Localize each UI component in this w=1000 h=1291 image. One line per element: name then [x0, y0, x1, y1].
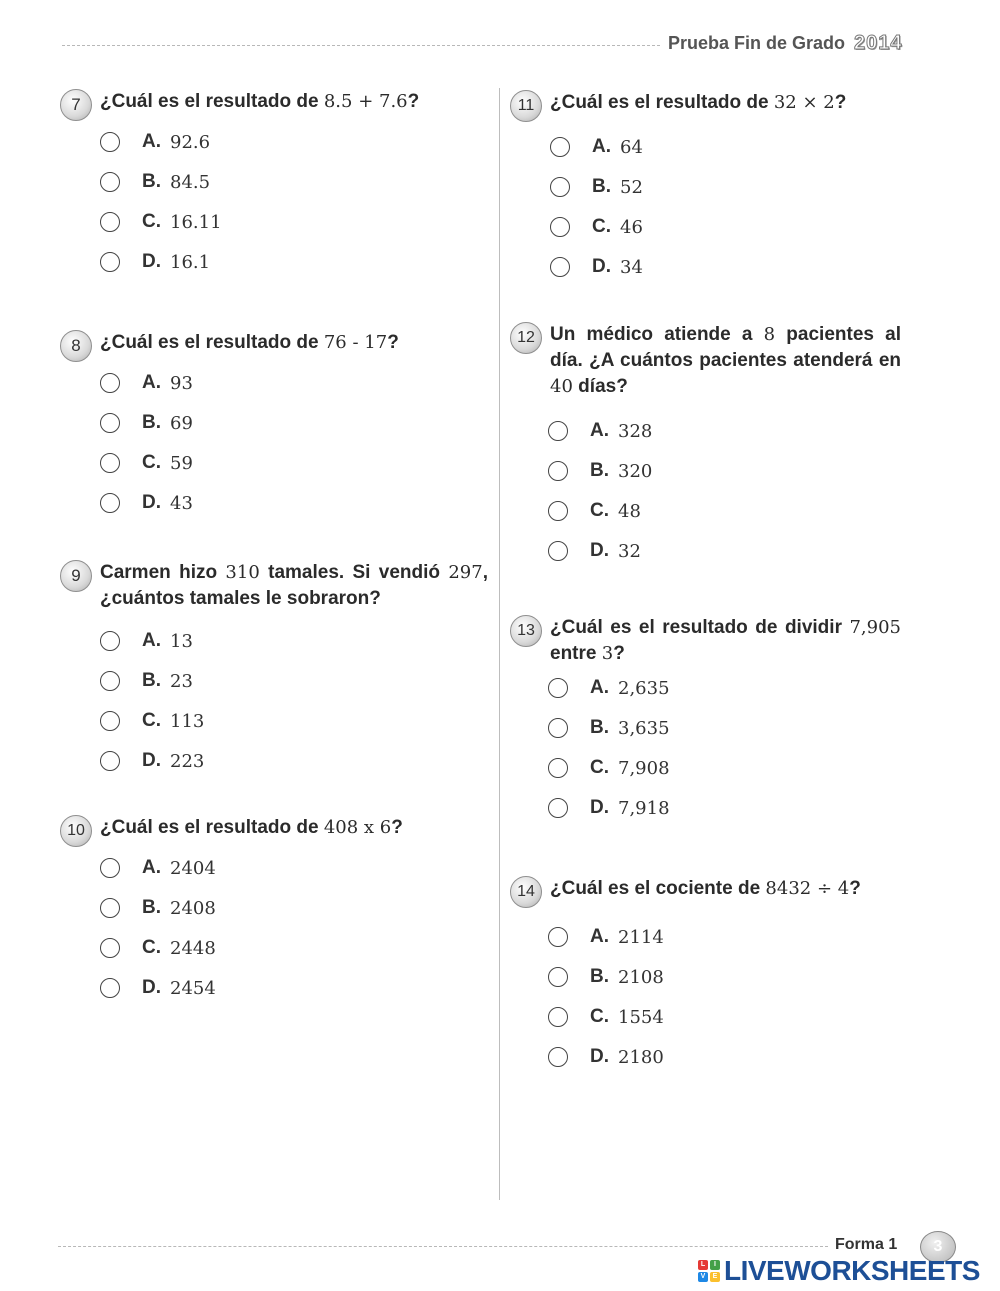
- footer-rule: [58, 1246, 828, 1247]
- radio-button-icon[interactable]: [548, 461, 568, 481]
- radio-button-icon[interactable]: [100, 413, 120, 433]
- radio-button-icon[interactable]: [548, 758, 568, 778]
- answer-option[interactable]: [550, 214, 643, 240]
- math-expression: 408 x 6: [323, 817, 392, 838]
- question-number-badge: 13: [510, 615, 542, 647]
- option-value: 32: [618, 540, 641, 562]
- question-12: [510, 322, 901, 578]
- option-letter: B.: [592, 176, 611, 197]
- logo-tile-v: V: [698, 1272, 708, 1282]
- question-10: [60, 815, 508, 1015]
- stem-text: ¿Cuál es el resultado de: [550, 92, 774, 113]
- option-value: 84.5: [170, 171, 211, 193]
- stem-text: ?: [849, 878, 861, 899]
- option-value: 59: [170, 452, 193, 474]
- stem-text: ¿Cuál es el cociente de: [550, 878, 766, 899]
- option-letter: B.: [142, 897, 161, 918]
- option-value: 2114: [618, 926, 664, 948]
- option-value: 3,635: [618, 717, 670, 739]
- stem-text: Un médico atiende a: [550, 324, 764, 345]
- option-value: 320: [618, 460, 653, 482]
- question-stem: [550, 876, 940, 902]
- radio-button-icon[interactable]: [100, 711, 120, 731]
- radio-button-icon[interactable]: [550, 137, 570, 157]
- option-letter: C.: [142, 937, 161, 958]
- stem-text: ¿Cuál es el resultado de dividir: [550, 617, 850, 638]
- option-letter: D.: [590, 797, 609, 818]
- radio-button-icon[interactable]: [100, 493, 120, 513]
- answer-option[interactable]: [548, 675, 670, 701]
- radio-button-icon[interactable]: [550, 177, 570, 197]
- option-value: 7,918: [618, 797, 670, 819]
- stem-text: entre: [550, 643, 602, 664]
- option-letter: B.: [590, 966, 609, 987]
- option-letter: A.: [142, 630, 161, 651]
- liveworksheets-logo: [698, 1256, 980, 1286]
- answer-option[interactable]: [548, 1004, 664, 1030]
- radio-button-icon[interactable]: [100, 858, 120, 878]
- answer-option[interactable]: [100, 370, 193, 396]
- answer-option[interactable]: [100, 668, 193, 694]
- math-expression: 297: [448, 562, 483, 583]
- question-number-badge: 7: [60, 89, 92, 121]
- radio-button-icon[interactable]: [100, 212, 120, 232]
- answer-option[interactable]: [100, 628, 193, 654]
- option-letter: D.: [142, 750, 161, 771]
- option-value: 46: [620, 216, 643, 238]
- radio-button-icon[interactable]: [100, 898, 120, 918]
- question-stem: [550, 90, 940, 116]
- radio-button-icon[interactable]: [100, 671, 120, 691]
- option-letter: C.: [142, 710, 161, 731]
- option-letter: B.: [142, 412, 161, 433]
- option-value: 2,635: [618, 677, 670, 699]
- radio-button-icon[interactable]: [100, 938, 120, 958]
- option-value: 2454: [170, 977, 216, 999]
- answer-option[interactable]: [100, 410, 193, 436]
- radio-button-icon[interactable]: [548, 1007, 568, 1027]
- answer-option[interactable]: [100, 975, 216, 1001]
- radio-button-icon[interactable]: [100, 978, 120, 998]
- question-number-badge: 11: [510, 90, 542, 122]
- option-letter: A.: [142, 372, 161, 393]
- option-letter: B.: [142, 171, 161, 192]
- stem-text: ?: [613, 643, 625, 664]
- answer-option[interactable]: [548, 795, 670, 821]
- question-9: [60, 560, 488, 788]
- option-value: 16.1: [170, 251, 211, 273]
- option-letter: C.: [592, 216, 611, 237]
- answer-option[interactable]: [548, 924, 664, 950]
- question-number-badge: 10: [60, 815, 92, 847]
- option-value: 48: [618, 500, 641, 522]
- answer-option[interactable]: [100, 209, 222, 235]
- question-stem: [100, 330, 508, 356]
- radio-button-icon[interactable]: [100, 252, 120, 272]
- radio-button-icon[interactable]: [548, 967, 568, 987]
- radio-button-icon[interactable]: [548, 678, 568, 698]
- stem-text: ?: [391, 817, 403, 838]
- question-7: [60, 89, 508, 289]
- math-expression: 8.5 + 7.6: [323, 91, 408, 112]
- option-letter: A.: [592, 136, 611, 157]
- answer-option[interactable]: [100, 249, 210, 275]
- answer-option[interactable]: [548, 755, 670, 781]
- option-value: 2180: [618, 1046, 664, 1068]
- math-expression: 8: [763, 324, 776, 345]
- answer-option[interactable]: [100, 855, 216, 881]
- option-value: 64: [620, 136, 643, 158]
- option-value: 52: [620, 176, 643, 198]
- option-letter: A.: [590, 926, 609, 947]
- option-value: 223: [170, 750, 205, 772]
- question-number-badge: 14: [510, 876, 542, 908]
- option-value: 1554: [618, 1006, 664, 1028]
- option-letter: D.: [142, 251, 161, 272]
- stem-text: ¿Cuál es el resultado de: [100, 817, 324, 838]
- answer-option[interactable]: [550, 174, 643, 200]
- option-letter: B.: [590, 717, 609, 738]
- option-letter: D.: [142, 492, 161, 513]
- answer-option[interactable]: [100, 129, 210, 155]
- option-letter: C.: [590, 500, 609, 521]
- option-value: 2108: [618, 966, 664, 988]
- header-title: [668, 32, 903, 55]
- option-value: 23: [170, 670, 193, 692]
- question-13: [510, 615, 901, 835]
- question-stem: [100, 560, 488, 612]
- radio-button-icon[interactable]: [548, 798, 568, 818]
- radio-button-icon[interactable]: [548, 718, 568, 738]
- radio-button-icon[interactable]: [100, 453, 120, 473]
- answer-option[interactable]: [548, 498, 641, 524]
- answer-option[interactable]: [100, 169, 210, 195]
- answer-option[interactable]: [548, 715, 670, 741]
- stem-text: , ¿cuántos tamales le sobraron?: [100, 562, 488, 609]
- page-number-badge: 3: [920, 1231, 956, 1263]
- option-value: 34: [620, 256, 643, 278]
- radio-button-icon[interactable]: [100, 373, 120, 393]
- answer-option[interactable]: [100, 450, 193, 476]
- answer-option[interactable]: [550, 134, 643, 160]
- option-letter: A.: [142, 131, 161, 152]
- stem-text: Carmen hizo: [100, 562, 226, 583]
- option-value: 92.6: [170, 131, 211, 153]
- stem-text: ¿Cuál es el resultado de: [100, 91, 324, 112]
- option-letter: A.: [590, 677, 609, 698]
- radio-button-icon[interactable]: [548, 501, 568, 521]
- question-stem: [100, 89, 508, 115]
- option-letter: C.: [142, 211, 161, 232]
- answer-option[interactable]: [548, 538, 641, 564]
- option-value: 7,908: [618, 757, 670, 779]
- liveworksheets-brand: LIVEWORKSHEETS: [724, 1255, 980, 1286]
- option-letter: A.: [142, 857, 161, 878]
- option-value: 2408: [170, 897, 216, 919]
- option-letter: A.: [590, 420, 609, 441]
- question-number-badge: 8: [60, 330, 92, 362]
- option-value: 113: [170, 710, 205, 732]
- radio-button-icon[interactable]: [548, 1047, 568, 1067]
- question-8: [60, 330, 508, 530]
- logo-tile-l: L: [698, 1260, 708, 1270]
- radio-button-icon[interactable]: [548, 421, 568, 441]
- answer-option[interactable]: [548, 964, 664, 990]
- option-letter: C.: [590, 1006, 609, 1027]
- option-letter: C.: [142, 452, 161, 473]
- radio-button-icon[interactable]: [550, 217, 570, 237]
- math-expression: 310: [225, 562, 260, 583]
- radio-button-icon[interactable]: [100, 132, 120, 152]
- math-expression: 7,905: [849, 617, 901, 638]
- stem-text: ¿Cuál es el resultado de: [100, 332, 324, 353]
- radio-button-icon[interactable]: [100, 751, 120, 771]
- option-letter: B.: [142, 670, 161, 691]
- stem-text: pacientes al día. ¿A cuántos pacientes atenderá en: [550, 324, 901, 371]
- liveworksheets-logo-icon: [698, 1260, 720, 1282]
- question-number-badge: 12: [510, 322, 542, 354]
- answer-option[interactable]: [548, 1044, 664, 1070]
- stem-text: ?: [387, 332, 399, 353]
- answer-option[interactable]: [548, 458, 652, 484]
- math-expression: 3: [601, 643, 614, 664]
- header-year: 2014: [854, 32, 903, 54]
- form-label: Forma 1: [835, 1236, 898, 1253]
- answer-option[interactable]: [100, 490, 193, 516]
- radio-button-icon[interactable]: [100, 172, 120, 192]
- math-expression: 40: [550, 376, 573, 397]
- stem-text: ?: [834, 92, 847, 113]
- option-value: 13: [170, 630, 193, 652]
- option-value: 2404: [170, 857, 216, 879]
- math-expression: 76 - 17: [323, 332, 388, 353]
- option-letter: C.: [590, 757, 609, 778]
- answer-option[interactable]: [100, 935, 216, 961]
- option-value: 93: [170, 372, 193, 394]
- option-letter: D.: [590, 1046, 609, 1067]
- math-expression: 32 × 2: [773, 92, 835, 113]
- option-letter: B.: [590, 460, 609, 481]
- logo-tile-e: E: [710, 1272, 720, 1282]
- question-stem: [100, 815, 508, 841]
- math-expression: 8432 ÷ 4: [765, 878, 850, 899]
- logo-tile-i: I: [710, 1260, 720, 1270]
- radio-button-icon[interactable]: [550, 257, 570, 277]
- stem-text: días?: [572, 376, 628, 397]
- answer-option[interactable]: [550, 254, 643, 280]
- header-title-text: Prueba Fin de Grado: [668, 33, 846, 53]
- option-value: 328: [618, 420, 653, 442]
- option-letter: D.: [592, 256, 611, 277]
- question-stem: [550, 615, 901, 667]
- stem-text: tamales. Si vendió: [259, 562, 449, 583]
- question-number-badge: 9: [60, 560, 92, 592]
- radio-button-icon[interactable]: [548, 927, 568, 947]
- header-rule: [62, 45, 660, 46]
- radio-button-icon[interactable]: [548, 541, 568, 561]
- answer-option[interactable]: [548, 418, 652, 444]
- question-11: [510, 90, 940, 294]
- option-value: 69: [170, 412, 193, 434]
- answer-option[interactable]: [100, 708, 204, 734]
- question-stem: [550, 322, 901, 400]
- answer-option[interactable]: [100, 748, 204, 774]
- option-letter: D.: [590, 540, 609, 561]
- radio-button-icon[interactable]: [100, 631, 120, 651]
- stem-text: ?: [407, 91, 420, 112]
- option-value: 16.11: [170, 211, 222, 233]
- option-value: 43: [170, 492, 193, 514]
- answer-option[interactable]: [100, 895, 216, 921]
- option-letter: D.: [142, 977, 161, 998]
- question-14: [510, 876, 940, 1084]
- option-value: 2448: [170, 937, 216, 959]
